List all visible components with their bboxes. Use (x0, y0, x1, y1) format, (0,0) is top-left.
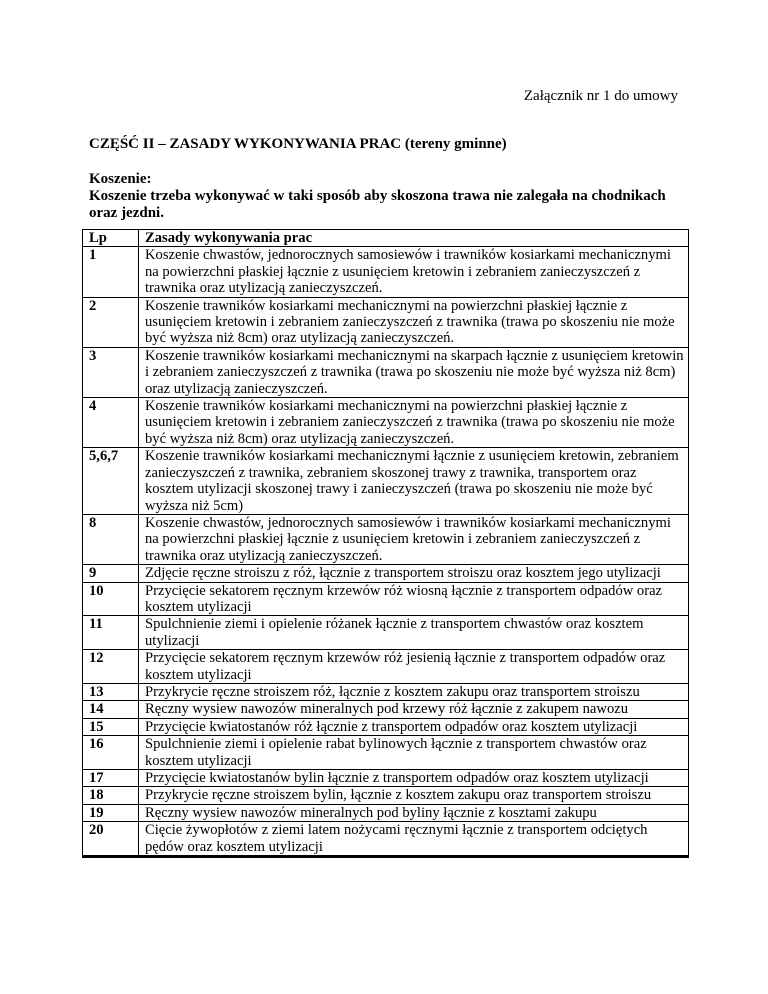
row-lp: 3 (83, 347, 139, 397)
table-row (83, 448, 689, 515)
table-row (83, 718, 689, 735)
rules-table (82, 229, 689, 858)
table-row (83, 398, 689, 448)
table-row (83, 787, 689, 804)
row-desc: Przycięcie kwiatostanów bylin łącznie z transportem odpadów oraz kosztem utylizacji (139, 770, 689, 787)
row-lp: 12 (83, 650, 139, 684)
attachment-label: Załącznik nr 1 do umowy (523, 88, 678, 104)
table-row (83, 857, 689, 858)
header-lp: Lp (83, 230, 139, 247)
row-desc: Koszenie trawników kosiarkami mechanicznymi na skarpach łącznie z usunięciem kretowin i zebraniem zanieczyszczeń z trawnika (trawa po skoszeniu nie może być wyższa niż 8cm) oraz utylizacją zanieczyszczeń. (139, 347, 689, 397)
row-lp: 17 (83, 770, 139, 787)
table-row (83, 247, 689, 297)
row-desc (139, 857, 689, 858)
row-desc: Przykrycie ręczne stroiszem róż, łącznie z kosztem zakupu oraz transportem stroiszu (139, 683, 689, 700)
table-row (83, 347, 689, 397)
row-desc: Spulchnienie ziemi i opielenie różanek łącznie z transportem chwastów oraz kosztem utylizacji (139, 616, 689, 650)
table-row (83, 736, 689, 770)
table-row (83, 804, 689, 821)
row-desc: Cięcie żywopłotów z ziemi latem nożycami ręcznymi łącznie z transportem odciętych pędów oraz kosztem utylizacji (139, 822, 689, 856)
koszenie-note: Koszenie trzeba wykonywać w taki sposób aby skoszona trawa nie zalegała na chodnikach oraz jezdni. (89, 188, 666, 221)
section-title: CZĘŚĆ II – ZASADY WYKONYWANIA PRAC (tereny gminne) (89, 136, 507, 152)
table-row (83, 650, 689, 684)
row-desc: Ręczny wysiew nawozów mineralnych pod byliny łącznie z kosztami zakupu (139, 804, 689, 821)
row-desc: Przycięcie kwiatostanów róż łącznie z transportem odpadów oraz kosztem utylizacji (139, 718, 689, 735)
row-lp: 15 (83, 718, 139, 735)
table-row (83, 514, 689, 564)
row-lp: 10 (83, 582, 139, 616)
row-lp: 14 (83, 701, 139, 718)
row-desc: Koszenie chwastów, jednorocznych samosiewów i trawników kosiarkami mechanicznymi na powierzchni płaskiej łącznie z usunięciem kretowin i zebraniem zanieczyszczeń z trawnika oraz utylizacją zanieczyszczeń. (139, 247, 689, 297)
row-lp: 4 (83, 398, 139, 448)
table-row (83, 701, 689, 718)
row-desc: Przycięcie sekatorem ręcznym krzewów róż jesienią łącznie z transportem odpadów oraz kosztem utylizacji (139, 650, 689, 684)
header-desc: Zasady wykonywania prac (139, 230, 689, 247)
row-desc: Koszenie chwastów, jednorocznych samosiewów i trawników kosiarkami mechanicznymi na powierzchni płaskiej łącznie z usunięciem kretowin i zebraniem zanieczyszczeń z trawnika oraz utylizacją zanieczyszczeń. (139, 514, 689, 564)
table-header-row (83, 230, 689, 247)
table-row (83, 822, 689, 856)
row-lp (83, 857, 139, 858)
row-lp: 5,6,7 (83, 448, 139, 515)
row-lp: 16 (83, 736, 139, 770)
koszenie-heading: Koszenie: (89, 171, 152, 187)
table-row (83, 616, 689, 650)
row-desc: Spulchnienie ziemi i opielenie rabat bylinowych łącznie z transportem chwastów oraz kosztem utylizacji (139, 736, 689, 770)
row-lp: 1 (83, 247, 139, 297)
row-desc: Przykrycie ręczne stroiszem bylin, łącznie z kosztem zakupu oraz transportem stroiszu (139, 787, 689, 804)
row-desc: Koszenie trawników kosiarkami mechanicznymi na powierzchni płaskiej łącznie z usunięciem kretowin i zebraniem zanieczyszczeń z trawnika (trawa po skoszeniu nie może być wyższa niż 8cm) oraz utylizacją zanieczyszczeń. (139, 398, 689, 448)
table-row (83, 683, 689, 700)
table-row (83, 297, 689, 347)
row-desc: Koszenie trawników kosiarkami mechanicznymi łącznie z usunięciem kretowin, zebraniem zanieczyszczeń z trawnika, zebraniem skoszonej trawy z trawnika, transportem oraz kosztem utylizacji skoszonej trawy i zanieczyszczeń (trawa po skoszeniu nie może być wyższa niż 5cm) (139, 448, 689, 515)
row-desc: Zdjęcie ręczne stroiszu z róż, łącznie z transportem stroiszu oraz kosztem jego utylizacji (139, 565, 689, 582)
row-lp: 13 (83, 683, 139, 700)
row-lp: 20 (83, 822, 139, 856)
row-lp: 18 (83, 787, 139, 804)
row-lp: 2 (83, 297, 139, 347)
table-row (83, 770, 689, 787)
row-lp: 19 (83, 804, 139, 821)
row-lp: 11 (83, 616, 139, 650)
row-lp: 8 (83, 514, 139, 564)
row-desc: Przycięcie sekatorem ręcznym krzewów róż wiosną łącznie z transportem odpadów oraz kosztem utylizacji (139, 582, 689, 616)
row-lp: 9 (83, 565, 139, 582)
koszenie-block (89, 171, 689, 222)
row-desc: Koszenie trawników kosiarkami mechanicznymi na powierzchni płaskiej łącznie z usunięciem kretowin i zebraniem zanieczyszczeń z trawnika (trawa po skoszeniu nie może być wyższa niż 8cm) oraz utylizacją zanieczyszczeń. (139, 297, 689, 347)
table-row (83, 565, 689, 582)
row-desc: Ręczny wysiew nawozów mineralnych pod krzewy róż łącznie z zakupem nawozu (139, 701, 689, 718)
table-row (83, 582, 689, 616)
